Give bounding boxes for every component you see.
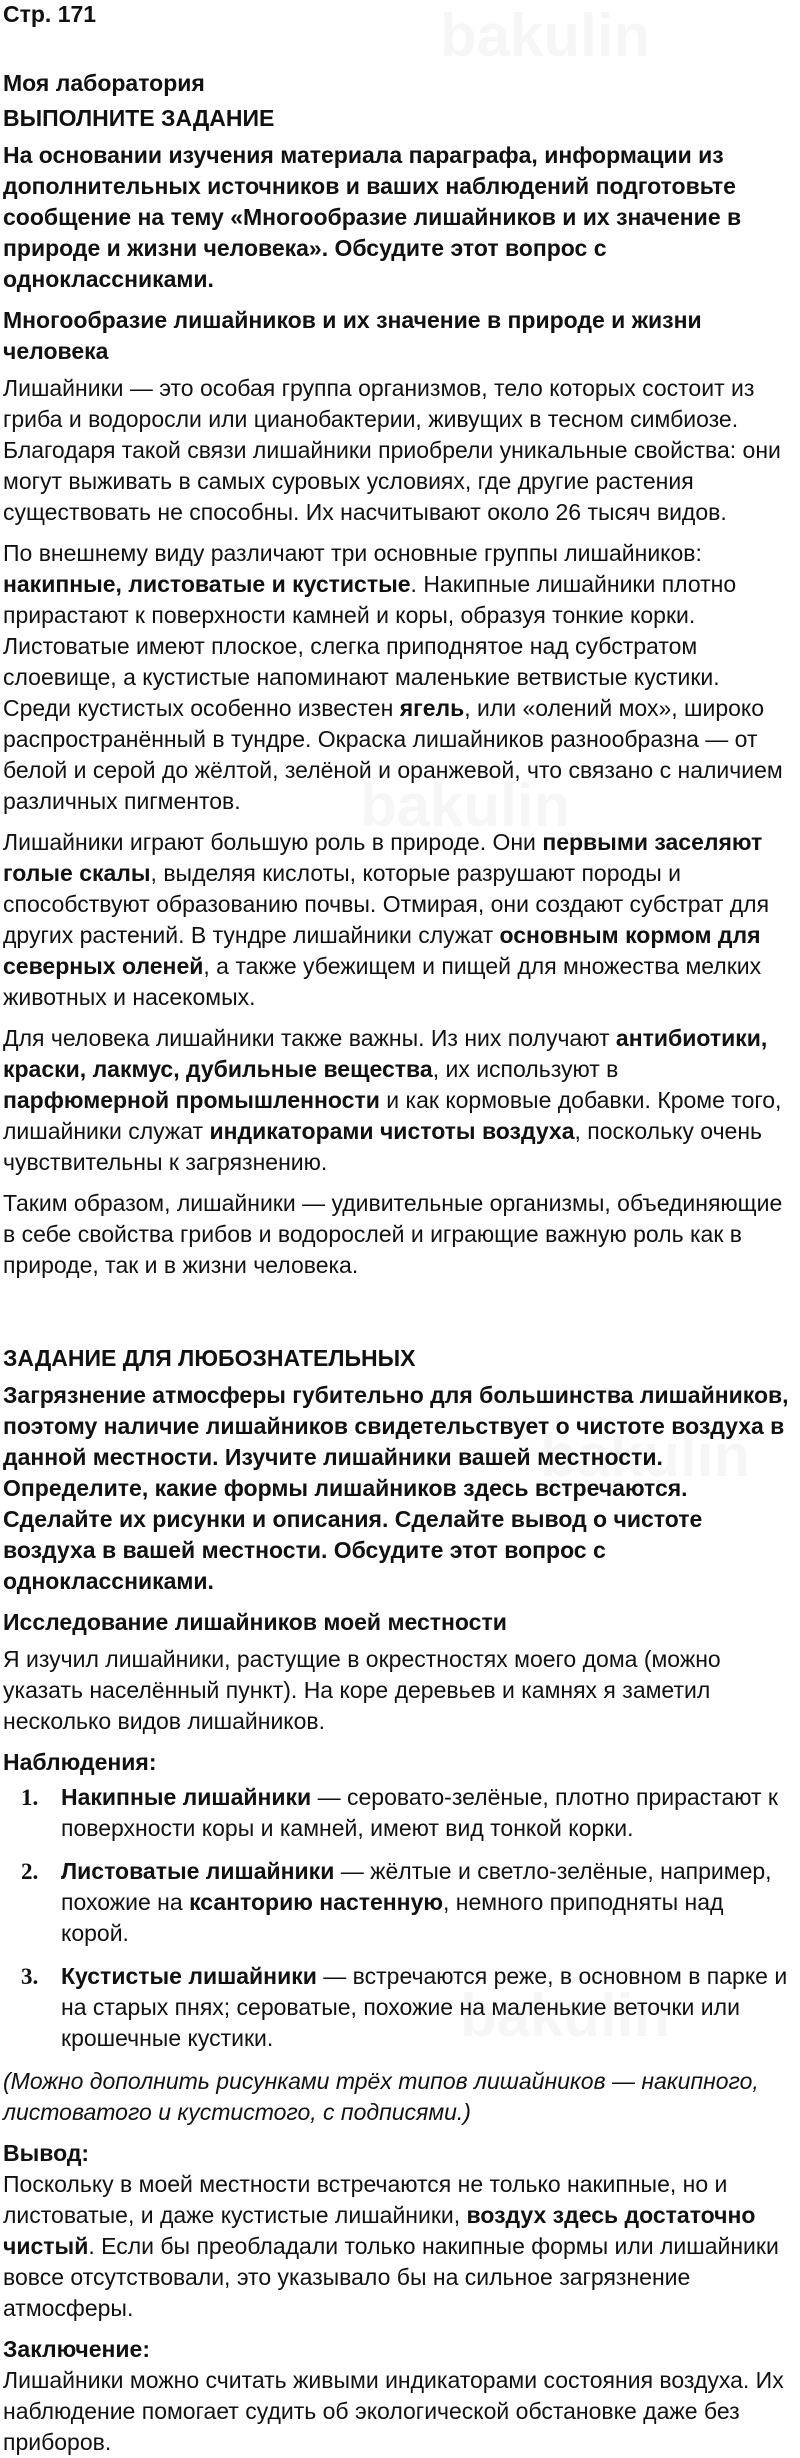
- text-span: — серовато-зелёные, плотно прирастают к поверхности коры и камней, имеют вид тонкой корки.: [61, 1784, 778, 1841]
- curious-task: Загрязнение атмосферы губительно для большинства лишайников, поэтому наличие лишайников свидетельствует о чистоте воздуха в данной местности. Изучите лишайники вашей местности. Определите, какие формы лишайников здесь встречаются. Сделайте их рисунки и описания. Сделайте вывод о чистоте воздуха в вашей местности. Обсудите этот вопрос с одноклассниками.: [3, 1382, 789, 1594]
- summary-text: Лишайники можно считать живыми индикаторами состояния воздуха. Их наблюдение помогает судить об экологической обстановке даже без приборов.: [3, 2367, 784, 2455]
- list-number: 3.: [21, 1964, 39, 1989]
- conclusion-text: [3, 2169, 790, 2324]
- list-item-body: [61, 1961, 790, 2054]
- curious-intro: Я изучил лишайники, растущие в окрестностях моего дома (можно указать населённый пункт). На коре деревьев и камнях я заметил несколько видов лишайников.: [3, 1646, 721, 1734]
- lab-report-title: Многообразие лишайников и их значение в природе и жизни человека: [3, 307, 702, 364]
- text-span: Лишайники играют большую роль в природе. Они: [3, 829, 543, 855]
- list-item-body: [61, 1782, 790, 1844]
- bold-term: первыми заселяют голые скалы: [3, 829, 763, 886]
- curious-report-title: Исследование лишайников моей местности: [3, 1609, 507, 1635]
- summary-label: Заключение:: [3, 2336, 150, 2362]
- list-number: 1.: [21, 1785, 39, 1810]
- text-span: , поскольку очень чувствительны к загрязнению.: [3, 1118, 763, 1175]
- text-span: , немного приподняты над корой.: [61, 1889, 724, 1946]
- lab-paragraph-5: Таким образом, лишайники — удивительные организмы, объединяющие в себе свойства грибов и водорослей и играющие важную роль как в природе, так и в жизни человека.: [3, 1190, 783, 1278]
- text-span: и как кормовые добавки. Кроме того, лишайники служат: [3, 1087, 782, 1144]
- lab-paragraph-3: [3, 827, 790, 1013]
- bold-term: антибиотики, краски, лакмус, дубильные вещества: [3, 1025, 768, 1082]
- list-item: [3, 1961, 790, 2054]
- bold-term: ягель: [399, 695, 465, 721]
- bold-term: Листоватые лишайники: [61, 1858, 335, 1884]
- text-span: По внешнему виду различают три основные группы лишайников:: [3, 540, 702, 566]
- curious-heading: ЗАДАНИЕ ДЛЯ ЛЮБОЗНАТЕЛЬНЫХ: [3, 1345, 416, 1371]
- lab-heading: ВЫПОЛНИТЕ ЗАДАНИЕ: [3, 105, 275, 131]
- section-label: Моя лаборатория: [3, 70, 205, 96]
- bold-term: основным кормом для северных оленей: [3, 922, 761, 979]
- bold-term: Кустистые лишайники: [61, 1963, 317, 1989]
- list-item: [3, 1782, 790, 1844]
- text-span: , их используют в: [432, 1056, 619, 1082]
- text-span: , или «олений мох», широко распространённый в тундре. Окраска лишайников разнообразна — от белой и серой до жёлтой, зелёной и оранжевой, что связано с наличием различных пигментов.: [3, 695, 783, 814]
- text-span: , выделяя кислоты, которые разрушают породы и способствуют образованию почвы. Отмирая, они создают субстрат для других растений. В тундре лишайники служат: [3, 860, 770, 948]
- observations-label: Наблюдения:: [3, 1749, 157, 1775]
- text-span: , а также убежищем и пищей для множества мелких животных и насекомых.: [3, 953, 762, 1010]
- observations-list: [3, 1782, 790, 2054]
- page-number: Стр. 171: [3, 1, 97, 27]
- lab-paragraph-2: [3, 538, 790, 817]
- text-span: Для человека лишайники также важны. Из них получают: [3, 1025, 616, 1051]
- text-span: — встречаются реже, в основном в парке и на старых пнях; сероватые, похожие на маленькие веточки или крошечные кустики.: [61, 1963, 788, 2051]
- lab-task: На основании изучения материала параграфа, информации из дополнительных источников и ваших наблюдений подготовьте сообщение на тему «Многообразие лишайников и их значение в природе и жизни человека». Обсудите этот вопрос с одноклассниками.: [3, 142, 742, 292]
- text-span: . Если бы преобладали только накипные формы или лишайники вовсе отсутствовали, это указывало бы на сильное загрязнение атмосферы.: [3, 2233, 779, 2321]
- section-gap: [3, 1291, 790, 1339]
- text-span: . Накипные лишайники плотно прирастают к поверхности камней и коры, образуя тонкие корки. Листоватые имеют плоское, слегка приподнятое над субстратом слоевище, а кустистые напоминают маленькие ветвистые кустики. Среди кустистых особенно известен: [3, 571, 737, 721]
- text-span: Поскольку в моей местности встречаются не только накипные, но и листоватые, и даже кустистые лишайники,: [3, 2171, 728, 2228]
- list-number: 2.: [21, 1859, 39, 1884]
- conclusion-label: Вывод:: [3, 2140, 90, 2166]
- list-item: [3, 1856, 790, 1949]
- list-item-body: [61, 1856, 790, 1949]
- bold-term: парфюмерной промышленности: [3, 1087, 380, 1113]
- text-span: — жёлтые и светло-зелёные, например, похожие на: [61, 1858, 772, 1915]
- bold-term: воздух здесь достаточно чистый: [3, 2202, 756, 2259]
- bold-term: индикаторами чистоты воздуха: [209, 1118, 575, 1144]
- lab-paragraph-4: [3, 1023, 790, 1178]
- lab-paragraph-1: Лишайники — это особая группа организмов, тело которых состоит из гриба и водоросли или цианобактерии, живущих в тесном симбиозе. Благодаря такой связи лишайники приобрели уникальные свойства: они могут выживать в самых суровых условиях, где другие растения существовать не способны. Их насчитывают около 26 тысяч видов.: [3, 375, 781, 525]
- drawing-note: (Можно дополнить рисунками трёх типов лишайников — накипного, листоватого и кустистого, с подписями.): [3, 2068, 759, 2125]
- bold-term: Накипные лишайники: [61, 1784, 312, 1810]
- bold-term: ксанторию настенную: [189, 1889, 444, 1915]
- bold-term: накипные, листоватые и кустистые: [3, 571, 411, 597]
